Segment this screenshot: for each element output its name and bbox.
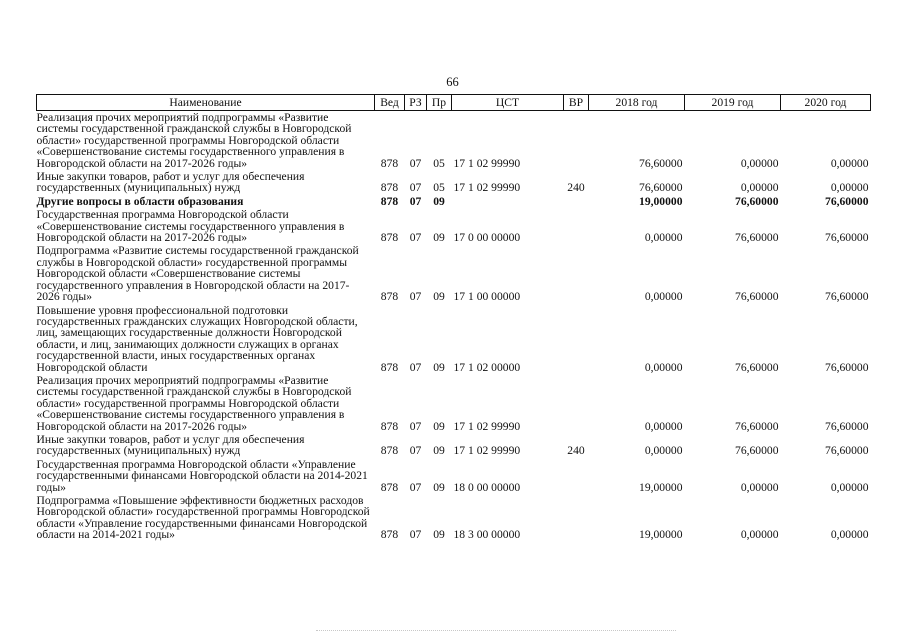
row-pr: 05: [433, 181, 445, 195]
row-rz: 07: [409, 156, 422, 170]
budget-table: [36, 94, 871, 542]
header-2019: 2019 год: [685, 95, 781, 111]
table-row: [37, 208, 871, 244]
row-rz: 07: [409, 231, 422, 245]
row-vr: [564, 374, 589, 433]
row-pr: 09: [433, 419, 445, 433]
row-2020: 76,60000: [825, 419, 869, 433]
row-2019: 76,60000: [735, 444, 779, 458]
row-cst: 17 1 02 00000: [453, 360, 521, 374]
row-name: Государственная программа Новгородской области «Управление государственными финансами Новгородской области на 2014-2021 годы»: [36, 457, 368, 494]
header-ved: Вед: [375, 95, 405, 111]
row-name: Реализация прочих мероприятий подпрограммы «Развитие системы государственной гражданской службы в Новгородской области» государственной программы Новгородской области «Совершенствование системы государственного управления в Новгородской области на 2017-2026 годы»: [36, 111, 352, 170]
table-row: [37, 244, 871, 303]
header-name: Наименование: [37, 95, 375, 111]
table-header-row: [37, 95, 871, 111]
row-ved: 878: [380, 181, 399, 195]
row-ved: 878: [380, 194, 399, 208]
row-ved: 878: [380, 528, 399, 542]
row-2020: 76,60000: [825, 194, 869, 208]
row-name: Другие вопросы в области образования: [36, 194, 244, 208]
row-vr: 240: [567, 444, 585, 458]
row-ved: 878: [380, 444, 399, 458]
row-2019: 76,60000: [735, 194, 779, 208]
row-2018: 0,00000: [644, 419, 683, 433]
row-ved: 878: [380, 290, 399, 304]
table-row: [37, 458, 871, 494]
row-2018: 0,00000: [644, 231, 683, 245]
row-name: Подпрограмма «Повышение эффективности бюджетных расходов Новгородской области» государственной программы Новгородской области «Управление государственными финансами Новгородской области на 2014-2021 годы»: [36, 494, 370, 542]
row-name: Повышение уровня профессиональной подготовки государственных гражданских служащих Новгородской области, лиц, замещающих государственные должности Новгородской области, и лиц, занимающих должности служащих в органах государственной власти, иных государственных органах Новгородской области: [36, 303, 358, 374]
row-2019: 0,00000: [740, 156, 779, 170]
row-rz: 07: [409, 480, 422, 494]
row-pr: 09: [433, 231, 445, 245]
row-ved: 878: [380, 419, 399, 433]
row-2018: 0,00000: [644, 360, 683, 374]
row-pr: 09: [433, 480, 445, 494]
row-vr: [564, 208, 589, 244]
row-2018: 19,00000: [639, 480, 683, 494]
row-rz: 07: [409, 194, 422, 208]
row-cst: 18 0 00 00000: [453, 480, 521, 494]
row-vr: [564, 195, 589, 208]
row-ved: 878: [380, 480, 399, 494]
row-pr: 09: [433, 444, 445, 458]
row-cst: 17 1 02 99990: [453, 156, 521, 170]
page-number: 66: [446, 75, 459, 89]
row-2020: 0,00000: [830, 528, 869, 542]
header-2020: 2020 год: [781, 95, 871, 111]
row-cst: 17 1 02 99990: [453, 444, 521, 458]
row-vr: 240: [567, 181, 585, 195]
row-name: Иные закупки товаров, работ и услуг для обеспечения государственных (муниципальных) нужд: [36, 170, 305, 195]
table-row: [37, 111, 871, 171]
table-row: [37, 494, 871, 542]
row-rz: 07: [409, 181, 422, 195]
header-cst: ЦСТ: [452, 95, 564, 111]
row-cst: [452, 195, 564, 208]
row-pr: 09: [433, 360, 445, 374]
scan-artifact-line: [316, 630, 676, 635]
row-2018: 76,60000: [639, 156, 683, 170]
row-pr: 05: [433, 156, 445, 170]
header-pr: Пр: [427, 95, 452, 111]
row-vr: [564, 494, 589, 542]
row-pr: 09: [433, 194, 445, 208]
row-cst: 18 3 00 00000: [453, 528, 521, 542]
row-2018: 76,60000: [639, 181, 683, 195]
row-pr: 09: [433, 528, 445, 542]
header-2018: 2018 год: [589, 95, 685, 111]
row-name: Подпрограмма «Развитие системы государственной гражданской службы в Новгородской области» государственной программы Новгородской области «Совершенствование системы государственного управления в Новгородской области на 2017-2026 годы»: [36, 244, 359, 304]
row-2020: 0,00000: [830, 181, 869, 195]
row-rz: 07: [409, 419, 422, 433]
header-rz: РЗ: [405, 95, 427, 111]
row-cst: 17 1 00 00000: [453, 290, 521, 304]
row-2020: 76,60000: [825, 290, 869, 304]
table-row-section-total: [37, 195, 871, 208]
row-rz: 07: [409, 290, 422, 304]
row-cst: 17 1 02 99990: [453, 419, 521, 433]
table-row: [37, 304, 871, 374]
row-2018: 0,00000: [644, 444, 683, 458]
row-cst: 17 0 00 00000: [453, 231, 521, 245]
row-name: Государственная программа Новгородской области «Совершенствование системы государственного управления в Новгородской области на 2017-2026 годы»: [36, 208, 345, 245]
row-2019: 76,60000: [735, 360, 779, 374]
row-ved: 878: [380, 231, 399, 245]
row-rz: 07: [409, 528, 422, 542]
table-row: [37, 170, 871, 195]
row-name: Иные закупки товаров, работ и услуг для обеспечения государственных (муниципальных) нужд: [36, 432, 305, 458]
row-2020: 76,60000: [825, 231, 869, 245]
row-2020: 0,00000: [830, 480, 869, 494]
row-vr: [564, 111, 589, 171]
row-cst: 17 1 02 99990: [453, 181, 521, 195]
row-2019: 0,00000: [740, 181, 779, 195]
row-pr: 09: [433, 290, 445, 304]
row-vr: [564, 458, 589, 494]
header-vr: ВР: [564, 95, 589, 111]
row-2020: 76,60000: [825, 360, 869, 374]
row-rz: 07: [409, 360, 422, 374]
row-2020: 0,00000: [830, 156, 869, 170]
row-2019: 0,00000: [740, 480, 779, 494]
row-name: Реализация прочих мероприятий подпрограммы «Развитие системы государственной гражданской службы в Новгородской области» государственной программы Новгородской области «Совершенствование системы государственного управления в Новгородской области на 2017-2026 годы»: [36, 373, 352, 433]
row-2018: 0,00000: [644, 290, 683, 304]
row-2019: 76,60000: [735, 290, 779, 304]
table-row: [37, 374, 871, 433]
row-ved: 878: [380, 156, 399, 170]
table-row: [37, 433, 871, 458]
row-2020: 76,60000: [825, 444, 869, 458]
row-vr: [564, 244, 589, 303]
row-2018: 19,00000: [639, 194, 683, 208]
row-rz: 07: [409, 444, 422, 458]
row-2018: 19,00000: [639, 528, 683, 542]
row-2019: 76,60000: [735, 231, 779, 245]
row-ved: 878: [380, 360, 399, 374]
row-2019: 76,60000: [735, 419, 779, 433]
row-vr: [564, 304, 589, 374]
row-2019: 0,00000: [740, 528, 779, 542]
